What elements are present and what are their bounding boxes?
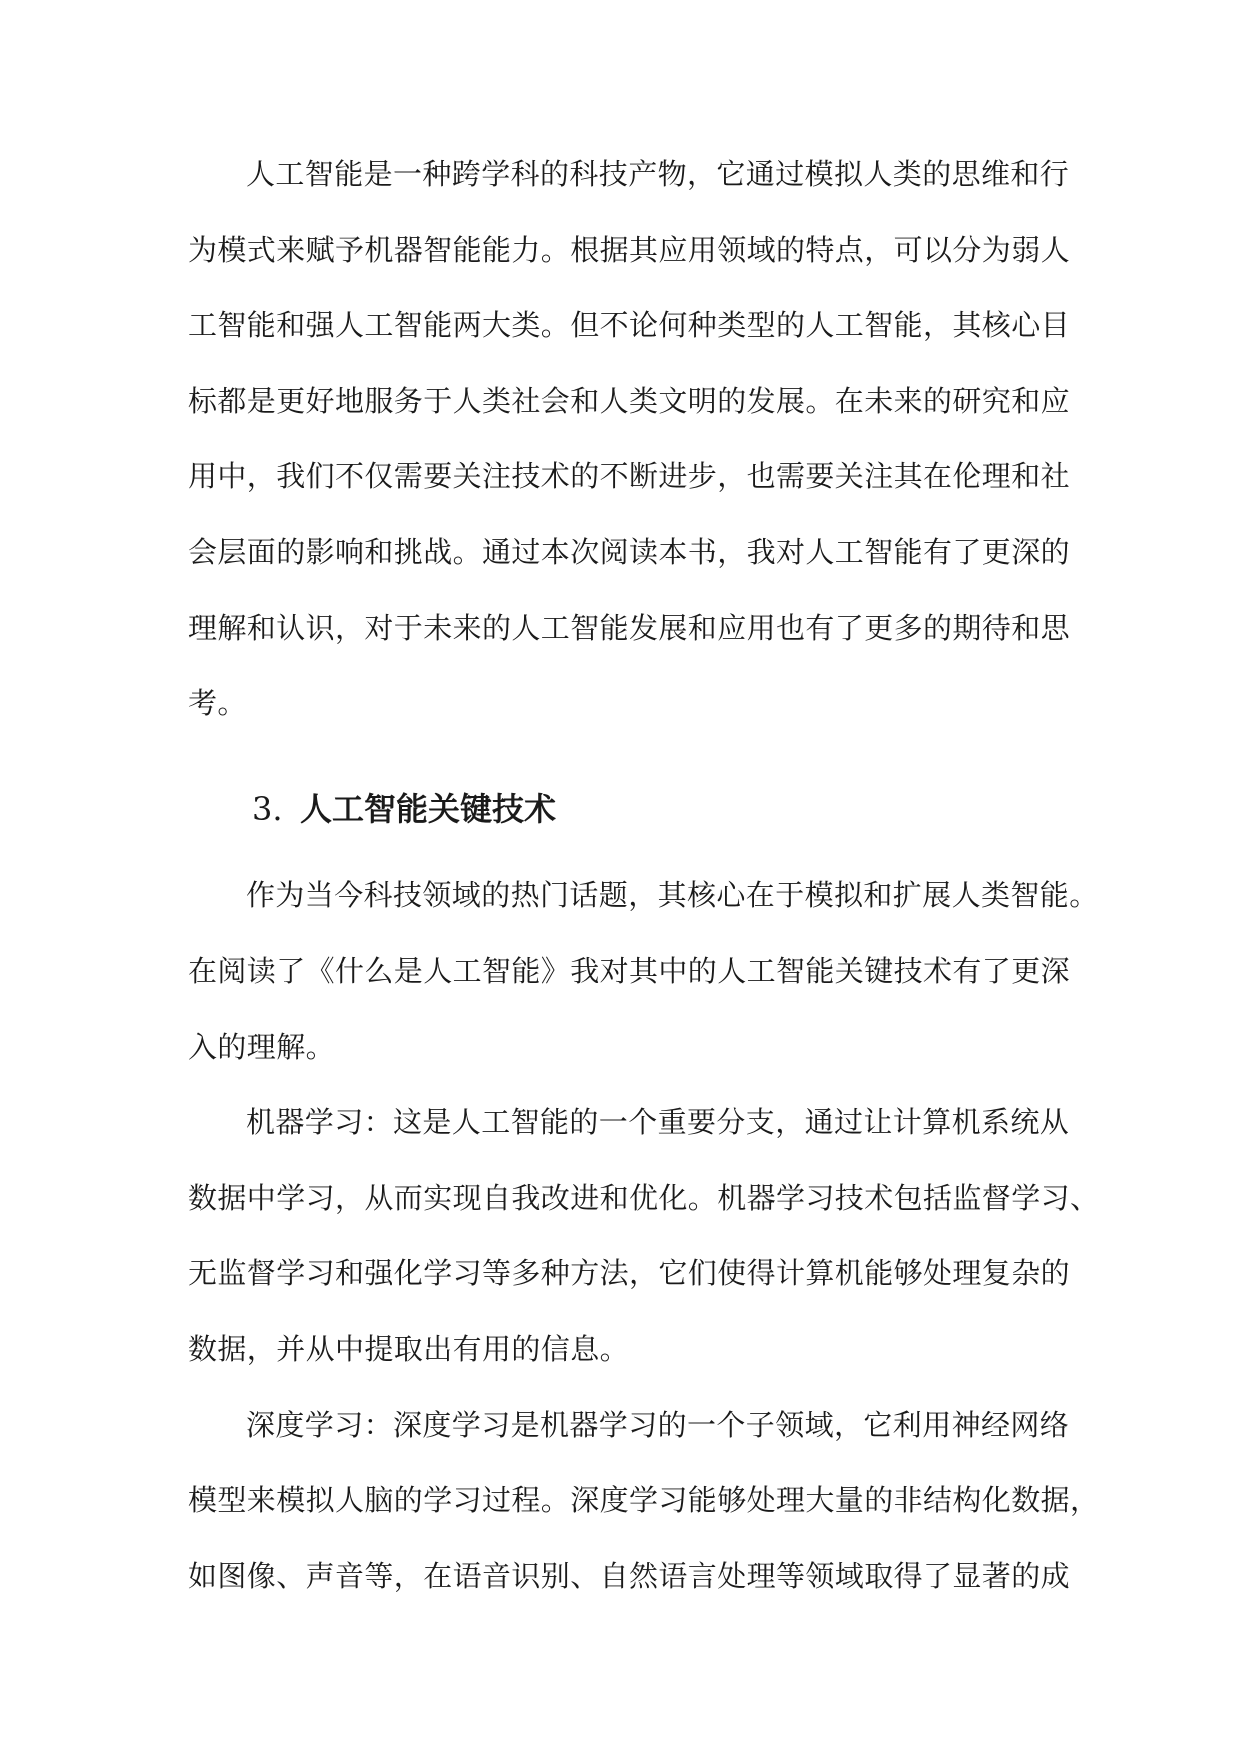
- text-line: 工智能和强人工智能两大类。但不论何种类型的人工智能，其核心目: [188, 308, 1071, 342]
- section-number: 3.: [252, 790, 283, 828]
- section-heading: [252, 788, 556, 830]
- text-line: 深度学习：深度学习是机器学习的一个子领域，它利用神经网络: [246, 1408, 1070, 1442]
- text-line: 考。: [188, 686, 247, 720]
- text-line: 机器学习：这是人工智能的一个重要分支，通过让计算机系统从: [246, 1105, 1070, 1139]
- text-line: 会层面的影响和挑战。通过本次阅读本书，我对人工智能有了更深的: [188, 535, 1071, 569]
- section-title: 人工智能关键技术: [300, 790, 557, 828]
- text-line: 标都是更好地服务于人类社会和人类文明的发展。在未来的研究和应: [188, 384, 1071, 418]
- text-line: 用中，我们不仅需要关注技术的不断进步，也需要关注其在伦理和社: [188, 459, 1071, 493]
- text-line: 人工智能是一种跨学科的科技产物，它通过模拟人类的思维和行: [246, 157, 1070, 191]
- text-line: 无监督学习和强化学习等多种方法，它们使得计算机能够处理复杂的: [188, 1256, 1071, 1290]
- text-line: 入的理解。: [188, 1030, 336, 1064]
- text-line: 为模式来赋予机器智能能力。根据其应用领域的特点，可以分为弱人: [188, 233, 1071, 267]
- text-line: 模型来模拟人脑的学习过程。深度学习能够处理大量的非结构化数据，: [188, 1483, 1100, 1517]
- text-line: 如图像、声音等，在语音识别、自然语言处理等领域取得了显著的成: [188, 1559, 1071, 1593]
- text-line: 理解和认识，对于未来的人工智能发展和应用也有了更多的期待和思: [188, 611, 1071, 645]
- text-line: 数据中学习，从而实现自我改进和优化。机器学习技术包括监督学习、: [188, 1181, 1100, 1215]
- text-line: 数据，并从中提取出有用的信息。: [188, 1332, 630, 1366]
- text-line: 作为当今科技领域的热门话题，其核心在于模拟和扩展人类智能。: [246, 878, 1099, 912]
- text-line: 在阅读了《什么是人工智能》我对其中的人工智能关键技术有了更深: [188, 954, 1071, 988]
